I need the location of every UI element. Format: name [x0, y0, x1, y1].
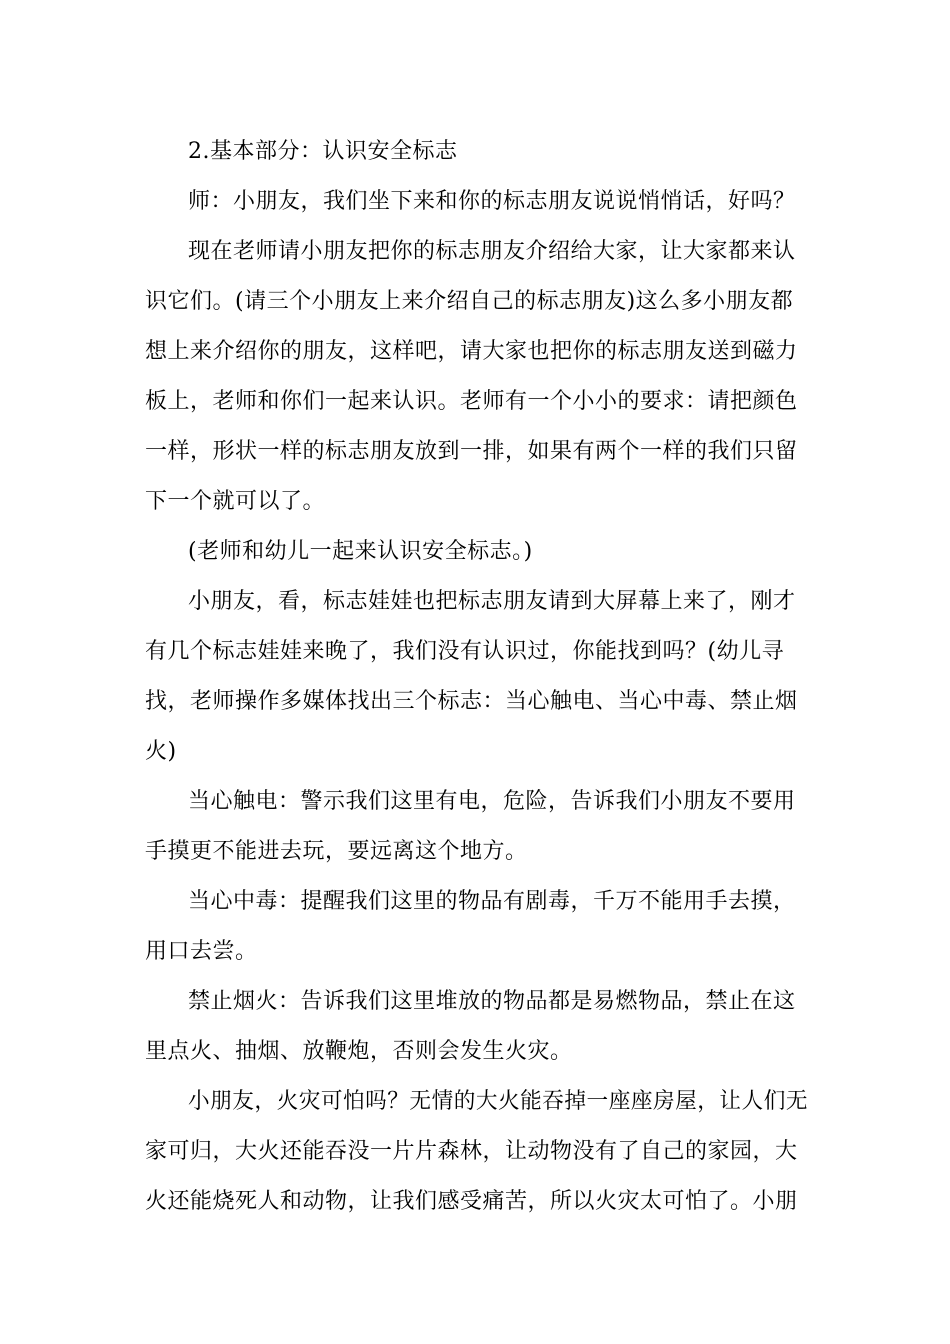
paragraph-line: 禁止烟火：告诉我们这里堆放的物品都是易燃物品，禁止在这: [188, 989, 796, 1014]
paragraph-line: 现在老师请小朋友把你的标志朋友介绍给大家，让大家都来认: [188, 239, 796, 264]
paragraph-line: 下一个就可以了。: [145, 489, 326, 514]
paragraph-line: 小朋友，看，标志娃娃也把标志朋友请到大屏幕上来了，刚才: [188, 589, 796, 614]
paragraph-line: 用口去尝。: [145, 939, 258, 964]
paragraph-line: 想上来介绍你的朋友，这样吧，请大家也把你的标志朋友送到磁力: [145, 339, 798, 364]
paragraph-line: 里点火、抽烟、放鞭炮，否则会发生火灾。: [145, 1039, 573, 1064]
paragraph-line: 家可归，大火还能吞没一片片森林，让动物没有了自己的家园，大: [145, 1139, 798, 1164]
paragraph-line: 手摸更不能进去玩，要远离这个地方。: [145, 839, 528, 864]
paragraph-line: 小朋友，火灾可怕吗？无情的大火能吞掉一座座房屋，让人们无: [188, 1089, 808, 1114]
paragraph-line: 火): [145, 739, 177, 764]
paragraph-line: 板上，老师和你们一起来认识。老师有一个小小的要求：请把颜色: [145, 389, 798, 414]
paragraph-line: 一样，形状一样的标志朋友放到一排，如果有两个一样的我们只留: [145, 439, 798, 464]
paragraph-line: 找，老师操作多媒体找出三个标志：当心触电、当心中毒、禁止烟: [145, 689, 798, 714]
paragraph-line: 火还能烧死人和动物，让我们感受痛苦，所以火灾太可怕了。小朋: [145, 1189, 798, 1214]
paragraph-line: (老师和幼儿一起来认识安全标志。): [188, 539, 533, 564]
section-heading: 2.基本部分：认识安全标志: [188, 139, 458, 164]
paragraph-line: 识它们。(请三个小朋友上来介绍自己的标志朋友)这么多小朋友都: [145, 289, 794, 314]
paragraph-line: 师：小朋友，我们坐下来和你的标志朋友说说悄悄话，好吗？: [188, 189, 796, 214]
paragraph-line: 当心触电：警示我们这里有电，危险，告诉我们小朋友不要用: [188, 789, 796, 814]
paragraph-line: 有几个标志娃娃来晚了，我们没有认识过，你能找到吗？(幼儿寻: [145, 639, 785, 664]
paragraph-line: 当心中毒：提醒我们这里的物品有剧毒，千万不能用手去摸，: [188, 889, 796, 914]
